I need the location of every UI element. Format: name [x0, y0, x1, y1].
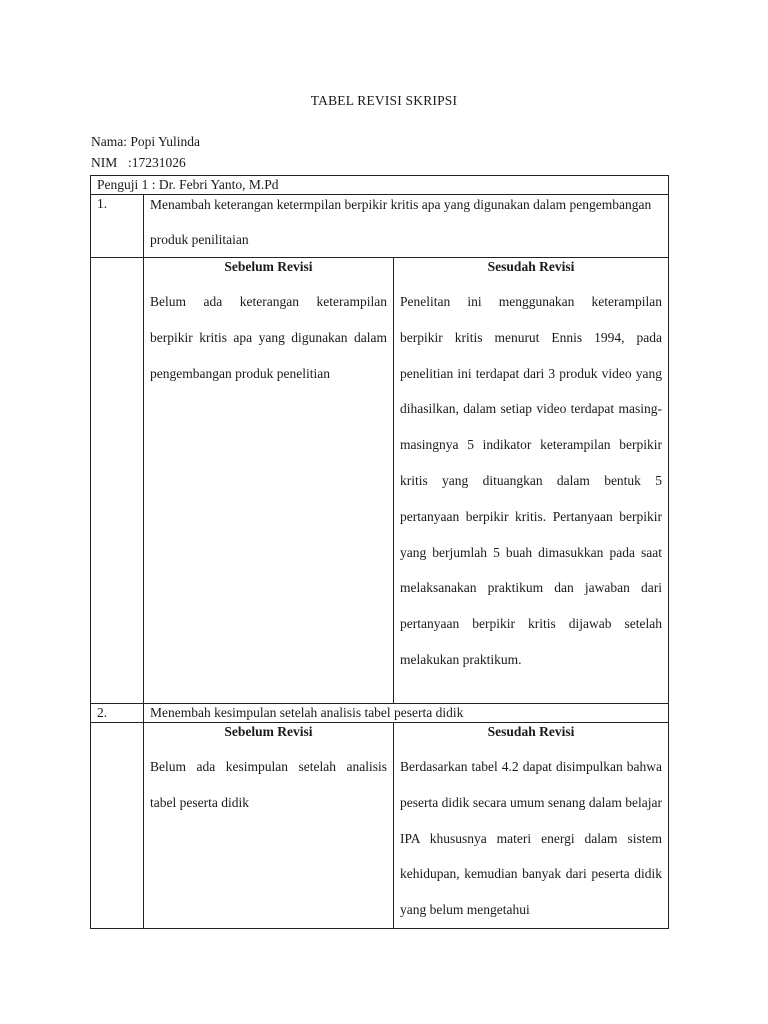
after-revision-header: Sesudah Revisi — [487, 724, 575, 739]
student-name-line — [91, 134, 200, 150]
revision-table — [90, 175, 669, 929]
before-revision-text: Belum ada keterangan keterampilan berpikir kritis apa yang digunakan dalam pengembangan produk penelitian — [150, 294, 387, 381]
before-revision-cell — [144, 723, 394, 929]
before-revision-text: Belum ada kesimpulan setelah analisis tabel peserta didik — [150, 759, 387, 810]
before-revision-cell — [144, 258, 394, 704]
revision-item-row — [91, 704, 669, 723]
name-label: Nama — [91, 134, 124, 149]
before-revision-header: Sebelum Revisi — [224, 259, 313, 274]
after-revision-text: Penelitan ini menggunakan keterampilan berpikir kritis menurut Ennis 1994, pada penelitian ini terdapat dari 3 produk video yang dihasilkan, dalam setiap video terdapat masing-masingnya 5 indikator keterampilan berpikir kritis yang dituangkan dalam bentuk 5 pertanyaan berpikir kritis. Pertanyaan berpikir yang berjumlah 5 buah dimasukkan pada saat melaksanakan praktikum dan jawaban dari pertanyaan berpikir kritis dijawab setelah melakukan praktikum. — [400, 294, 662, 667]
document-title: TABEL REVISI SKRIPSI — [310, 93, 458, 108]
item-instruction: Menambah keterangan ketermpilan berpikir kritis apa yang digunakan dalam pengembangan produk penilitaian — [150, 197, 652, 247]
revision-detail-row — [91, 258, 669, 704]
after-revision-cell — [394, 723, 669, 929]
item-instruction-cell — [144, 195, 669, 258]
student-nim-line — [91, 155, 186, 171]
empty-number-cell — [91, 723, 144, 929]
nim-label: NIM — [91, 155, 118, 170]
item-number: 2. — [91, 704, 144, 723]
before-revision-header: Sebelum Revisi — [224, 724, 313, 739]
revision-item-row — [91, 195, 669, 258]
empty-number-cell — [91, 258, 144, 704]
item-instruction: Menembah kesimpulan setelah analisis tabel peserta didik — [144, 704, 669, 723]
examiner-cell: Penguji 1 : Dr. Febri Yanto, M.Pd — [91, 176, 669, 195]
nim-value: :17231026 — [128, 155, 186, 170]
after-revision-header: Sesudah Revisi — [487, 259, 575, 274]
after-revision-text: Berdasarkan tabel 4.2 dapat disimpulkan bahwa peserta didik secara umum senang dalam belajar IPA khususnya materi energi dalam sistem kehidupan, kemudian banyak dari peserta didik yang belum mengetahui — [400, 759, 662, 918]
after-revision-cell — [394, 258, 669, 704]
item-number: 1. — [91, 195, 144, 258]
name-value: : Popi Yulinda — [123, 134, 200, 149]
revision-detail-row — [91, 723, 669, 929]
